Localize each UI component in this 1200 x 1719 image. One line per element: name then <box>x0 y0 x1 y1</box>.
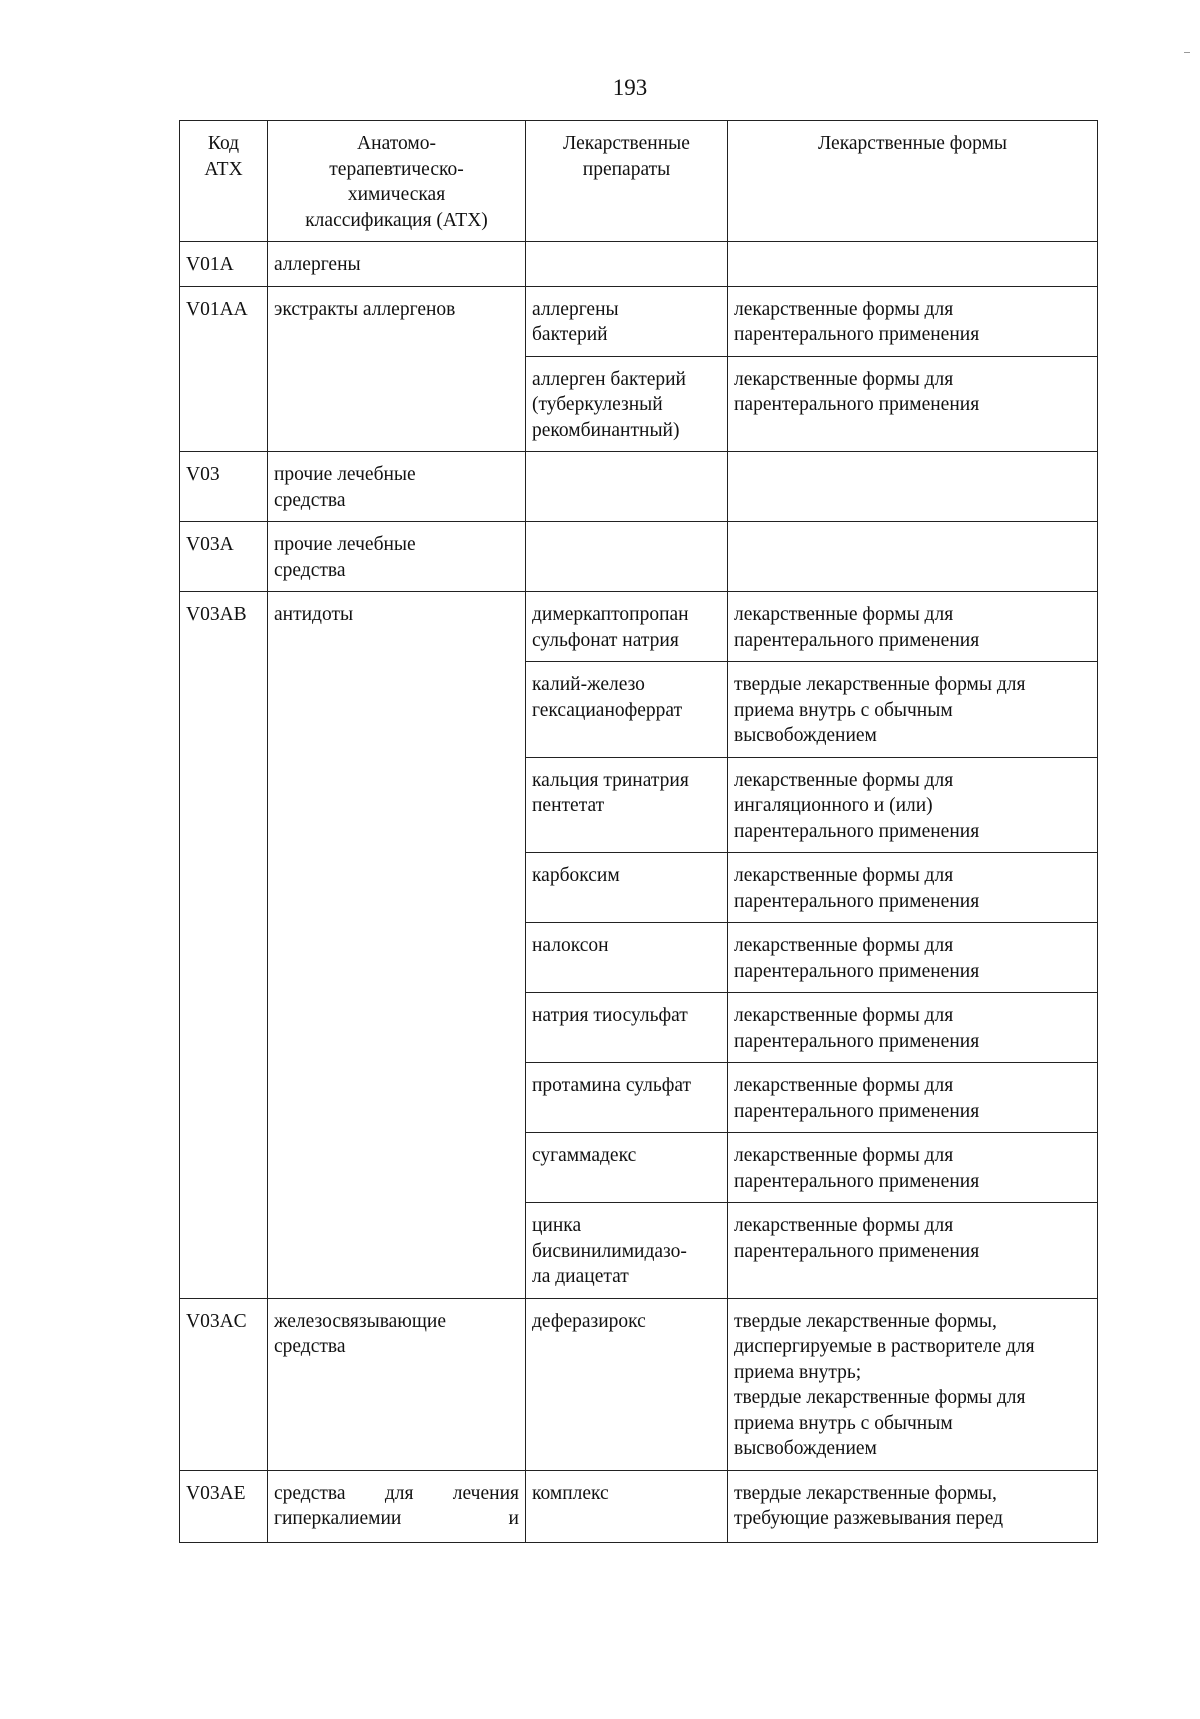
dosage-form: твердые лекарственные формы, требующие разжевывания перед <box>728 1470 1098 1542</box>
atc-classification: аллергены <box>268 242 526 287</box>
scan-mark <box>1184 52 1190 53</box>
table-header-row <box>180 121 1098 242</box>
header-code: Код АТХ <box>180 121 268 242</box>
atc-code: V03AE <box>180 1470 268 1542</box>
drug-name: цинка бисвинилимидазо- ла диацетат <box>526 1203 728 1299</box>
drug-name: протамина сульфат <box>526 1063 728 1133</box>
drug-name: кальция тринатрия пентетат <box>526 757 728 853</box>
drug-name <box>526 522 728 592</box>
dosage-form <box>728 522 1098 592</box>
dosage-form: твердые лекарственные формы, диспергируемые в растворителе для приема внутрь; твердые лекарственные формы для приема внутрь с обычным высвобождением <box>728 1298 1098 1470</box>
atc-classification: экстракты аллергенов <box>268 286 526 452</box>
header-drugs: Лекарственные препараты <box>526 121 728 242</box>
table-row <box>180 592 1098 662</box>
drug-name: аллергены бактерий <box>526 286 728 356</box>
atc-classification: прочие лечебные средства <box>268 522 526 592</box>
drug-name: аллерген бактерий (туберкулезный рекомбинантный) <box>526 356 728 452</box>
table-row <box>180 522 1098 592</box>
drug-name: сугаммадекс <box>526 1133 728 1203</box>
atc-table <box>179 120 1098 1543</box>
page-number: 193 <box>612 75 648 100</box>
dosage-form: лекарственные формы для парентерального применения <box>728 1133 1098 1203</box>
table-row <box>180 286 1098 356</box>
drug-name: димеркаптопропан сульфонат натрия <box>526 592 728 662</box>
atc-classification: прочие лечебные средства <box>268 452 526 522</box>
drug-name <box>526 242 728 287</box>
atc-code: V03AC <box>180 1298 268 1470</box>
atc-code: V01A <box>180 242 268 287</box>
header-forms: Лекарственные формы <box>728 121 1098 242</box>
dosage-form: лекарственные формы для парентерального применения <box>728 592 1098 662</box>
dosage-form: твердые лекарственные формы для приема внутрь с обычным высвобождением <box>728 662 1098 758</box>
dosage-form: лекарственные формы для парентерального применения <box>728 286 1098 356</box>
dosage-form: лекарственные формы для парентерального применения <box>728 356 1098 452</box>
dosage-form: лекарственные формы для ингаляционного и (или) парентерального применения <box>728 757 1098 853</box>
drug-name: карбоксим <box>526 853 728 923</box>
atc-code: V01AA <box>180 286 268 452</box>
atc-code: V03A <box>180 522 268 592</box>
atc-code: V03 <box>180 452 268 522</box>
atc-classification: железосвязывающие средства <box>268 1298 526 1470</box>
dosage-form: лекарственные формы для парентерального применения <box>728 993 1098 1063</box>
table-row <box>180 1470 1098 1542</box>
dosage-form: лекарственные формы для парентерального применения <box>728 853 1098 923</box>
drug-name: налоксон <box>526 923 728 993</box>
drug-name <box>526 452 728 522</box>
dosage-form: лекарственные формы для парентерального применения <box>728 1063 1098 1133</box>
drug-name: деферазирокс <box>526 1298 728 1470</box>
dosage-form <box>728 452 1098 522</box>
table-row <box>180 452 1098 522</box>
table-row <box>180 242 1098 287</box>
header-classification: Анатомо- терапевтическо- химическая классификация (АТХ) <box>268 121 526 242</box>
atc-classification: средства для лечения гиперкалиемии и <box>268 1470 526 1542</box>
drug-name: комплекс <box>526 1470 728 1542</box>
dosage-form: лекарственные формы для парентерального применения <box>728 1203 1098 1299</box>
dosage-form: лекарственные формы для парентерального применения <box>728 923 1098 993</box>
drug-name: натрия тиосульфат <box>526 993 728 1063</box>
atc-code: V03AB <box>180 592 268 1299</box>
atc-classification: антидоты <box>268 592 526 1299</box>
table-row <box>180 1298 1098 1470</box>
drug-name: калий-железо гексацианоферрат <box>526 662 728 758</box>
dosage-form <box>728 242 1098 287</box>
